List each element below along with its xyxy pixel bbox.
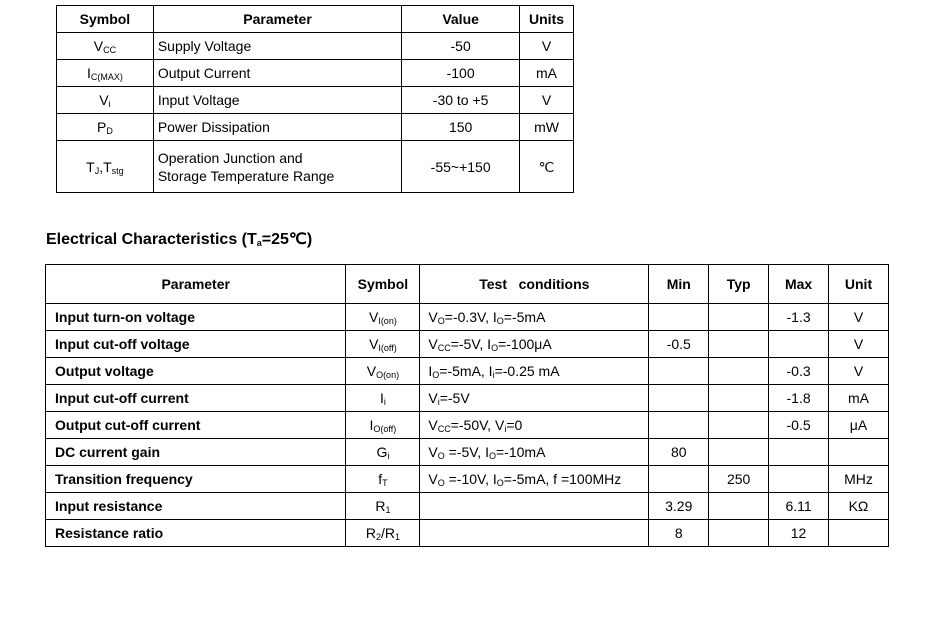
test-conditions-cell: $V_O=-0.3V$, $I_O=-5mA$ bbox=[420, 304, 649, 331]
symbol-cell: $R_1$ bbox=[346, 493, 420, 520]
col-header-symbol: Symbol bbox=[57, 6, 154, 33]
typ-cell bbox=[709, 493, 769, 520]
table-row bbox=[57, 114, 574, 141]
symbol-cell: $I_{C(MAX)}$ bbox=[57, 60, 154, 87]
typ-cell: 250 bbox=[709, 466, 769, 493]
col-header-min: Min bbox=[649, 265, 709, 304]
col-header-typ: Typ bbox=[709, 265, 769, 304]
parameter-cell: Output voltage bbox=[46, 358, 346, 385]
parameter-cell: Output Current bbox=[153, 60, 401, 87]
symbol-cell: $I_i$ bbox=[346, 385, 420, 412]
col-header-value: Value bbox=[402, 6, 520, 33]
unit-cell: V bbox=[829, 304, 889, 331]
test-conditions-cell bbox=[420, 493, 649, 520]
test-conditions-cell: $V_{CC}=-50V$, $V_i=0$ bbox=[420, 412, 649, 439]
max-cell: -0.5 bbox=[769, 412, 829, 439]
table-row bbox=[46, 331, 889, 358]
parameter-cell: Resistance ratio bbox=[46, 520, 346, 547]
test-conditions-cell bbox=[420, 520, 649, 547]
symbol-cell: $G_i$ bbox=[346, 439, 420, 466]
typ-cell bbox=[709, 358, 769, 385]
table-header-row bbox=[57, 6, 574, 33]
table-row bbox=[57, 60, 574, 87]
typ-cell bbox=[709, 331, 769, 358]
value-cell: -30 to +5 bbox=[402, 87, 520, 114]
max-cell: -1.3 bbox=[769, 304, 829, 331]
col-header-parameter: Parameter bbox=[153, 6, 401, 33]
value-cell: -50 bbox=[402, 33, 520, 60]
typ-cell bbox=[709, 520, 769, 547]
symbol-cell: $V_{I(off)}$ bbox=[346, 331, 420, 358]
col-header-symbol: Symbol bbox=[346, 265, 420, 304]
symbol-cell: $I_{O(off)}$ bbox=[346, 412, 420, 439]
min-cell bbox=[649, 304, 709, 331]
unit-cell: mA bbox=[520, 60, 574, 87]
electrical-table-body bbox=[46, 304, 889, 547]
table-row bbox=[57, 141, 574, 193]
max-cell: -0.3 bbox=[769, 358, 829, 385]
typ-cell bbox=[709, 439, 769, 466]
test-conditions-cell: $V_O =-10V$, $I_O=-5mA$, f =100MHz bbox=[420, 466, 649, 493]
col-header-max: Max bbox=[769, 265, 829, 304]
col-header-parameter: Parameter bbox=[46, 265, 346, 304]
unit-cell: mA bbox=[829, 385, 889, 412]
symbol-cell: $P_D$ bbox=[57, 114, 154, 141]
parameter-cell: DC current gain bbox=[46, 439, 346, 466]
unit-cell: KΩ bbox=[829, 493, 889, 520]
table-header-row bbox=[46, 265, 889, 304]
symbol-cell: $V_{I(on)}$ bbox=[346, 304, 420, 331]
unit-cell: V bbox=[520, 87, 574, 114]
min-cell bbox=[649, 466, 709, 493]
min-cell bbox=[649, 385, 709, 412]
max-cell: -1.8 bbox=[769, 385, 829, 412]
table-row bbox=[57, 33, 574, 60]
min-cell bbox=[649, 412, 709, 439]
typ-cell bbox=[709, 304, 769, 331]
min-cell: 3.29 bbox=[649, 493, 709, 520]
col-header-test-conditions: Test conditions bbox=[420, 265, 649, 304]
parameter-cell: Input cut-off current bbox=[46, 385, 346, 412]
min-cell: 80 bbox=[649, 439, 709, 466]
typ-cell bbox=[709, 385, 769, 412]
symbol-cell: $R_2/R_1$ bbox=[346, 520, 420, 547]
symbol-cell: $f_T$ bbox=[346, 466, 420, 493]
col-header-units: Units bbox=[520, 6, 574, 33]
min-cell: 8 bbox=[649, 520, 709, 547]
min-cell bbox=[649, 358, 709, 385]
table-row bbox=[57, 87, 574, 114]
parameter-cell: Input Voltage bbox=[153, 87, 401, 114]
unit-cell: μA bbox=[829, 412, 889, 439]
test-conditions-cell: $I_O=-5mA$, $I_i=-0.25$ mA bbox=[420, 358, 649, 385]
value-cell: -55~+150 bbox=[402, 141, 520, 193]
parameter-cell: Operation Junction and Storage Temperature Range bbox=[153, 141, 401, 193]
test-conditions-cell: $V_{CC}=-5V$, $I_O=-100\mu A$ bbox=[420, 331, 649, 358]
col-header-unit: Unit bbox=[829, 265, 889, 304]
table-row bbox=[46, 304, 889, 331]
unit-cell: ℃ bbox=[520, 141, 574, 193]
min-cell: -0.5 bbox=[649, 331, 709, 358]
electrical-characteristics-table bbox=[45, 264, 889, 547]
max-cell: 6.11 bbox=[769, 493, 829, 520]
table-row bbox=[46, 385, 889, 412]
unit-cell: MHz bbox=[829, 466, 889, 493]
max-cell: 12 bbox=[769, 520, 829, 547]
parameter-cell: Input cut-off voltage bbox=[46, 331, 346, 358]
value-cell: -100 bbox=[402, 60, 520, 87]
parameter-cell: Output cut-off current bbox=[46, 412, 346, 439]
table-row bbox=[46, 493, 889, 520]
max-cell bbox=[769, 466, 829, 493]
section-title: Electrical Characteristics $(T_a=25℃)$ bbox=[46, 231, 313, 248]
parameter-cell: Input resistance bbox=[46, 493, 346, 520]
absolute-ratings-table bbox=[56, 5, 574, 193]
typ-cell bbox=[709, 412, 769, 439]
table-row bbox=[46, 358, 889, 385]
table-row bbox=[46, 466, 889, 493]
table-row bbox=[46, 439, 889, 466]
test-conditions-cell: $V_O =-5V$, $I_O=-10mA$ bbox=[420, 439, 649, 466]
unit-cell: mW bbox=[520, 114, 574, 141]
value-cell: 150 bbox=[402, 114, 520, 141]
symbol-cell: $V_{CC}$ bbox=[57, 33, 154, 60]
table-row bbox=[46, 412, 889, 439]
parameter-cell: Input turn-on voltage bbox=[46, 304, 346, 331]
parameter-cell: Power Dissipation bbox=[153, 114, 401, 141]
test-conditions-cell: $V_i=-5V$ bbox=[420, 385, 649, 412]
unit-cell: V bbox=[829, 331, 889, 358]
parameter-cell: Supply Voltage bbox=[153, 33, 401, 60]
max-cell bbox=[769, 439, 829, 466]
max-cell bbox=[769, 331, 829, 358]
symbol-cell: $T_J,T_{stg}$ bbox=[57, 141, 154, 193]
table-row bbox=[46, 520, 889, 547]
unit-cell: V bbox=[829, 358, 889, 385]
symbol-cell: $V_i$ bbox=[57, 87, 154, 114]
unit-cell bbox=[829, 439, 889, 466]
unit-cell: V bbox=[520, 33, 574, 60]
symbol-cell: $V_{O(on)}$ bbox=[346, 358, 420, 385]
unit-cell bbox=[829, 520, 889, 547]
parameter-cell: Transition frequency bbox=[46, 466, 346, 493]
